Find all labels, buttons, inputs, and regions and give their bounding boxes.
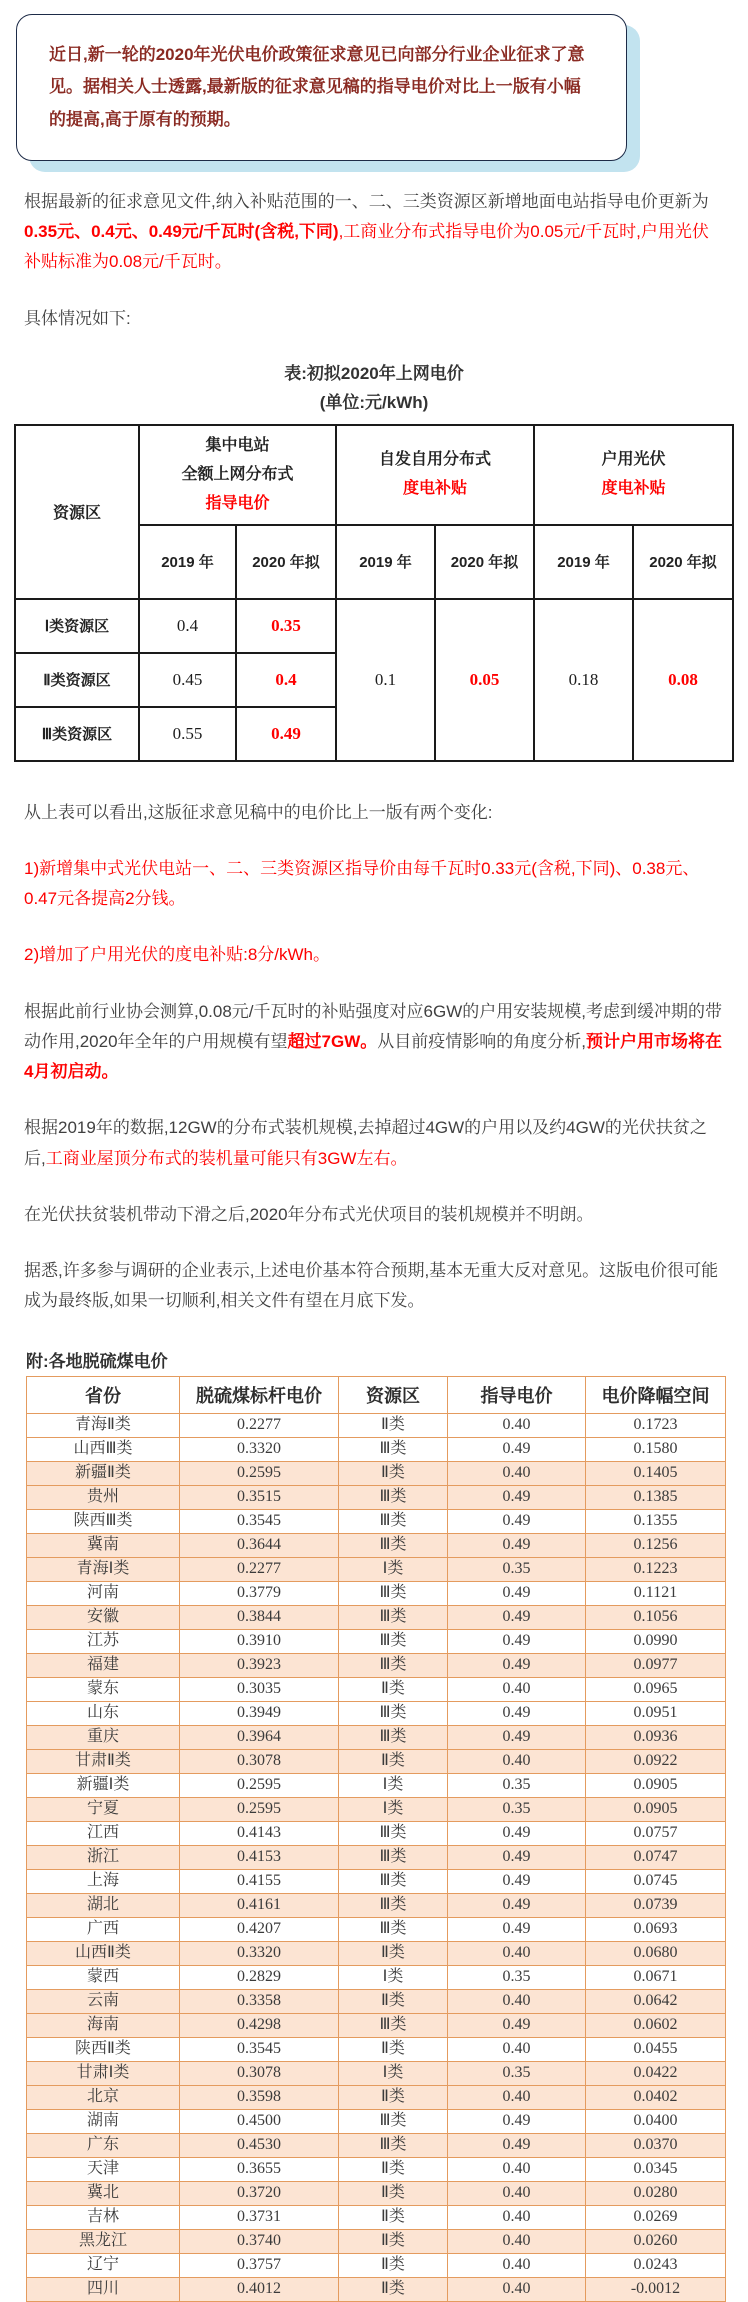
header-group-self-use (336, 425, 534, 525)
coal-price-row (27, 1629, 726, 1653)
group-centralized-line2: 全额上网分布式 (181, 465, 294, 483)
coal-price-row (27, 2157, 726, 2181)
cell-guide: 0.49 (448, 2109, 586, 2133)
cell-benchmark: 0.4153 (180, 1845, 339, 1869)
header-group-household (534, 425, 733, 525)
cell-benchmark: 0.3545 (180, 1509, 339, 1533)
cell-guide: 0.40 (448, 2205, 586, 2229)
header-resource-zone: 资源区 (15, 425, 139, 599)
col-header-benchmark: 脱硫煤标杆电价 (180, 1376, 339, 1413)
cell-guide: 0.49 (448, 1437, 586, 1461)
proposed-2020-price-table (14, 424, 734, 762)
cell-guide: 0.40 (448, 2229, 586, 2253)
coal-price-row (27, 1581, 726, 1605)
cell-province: 山西Ⅲ类 (27, 1437, 180, 1461)
cell-gap: 0.1580 (586, 1437, 726, 1461)
cell-guide: 0.49 (448, 2133, 586, 2157)
cell-zone: Ⅲ类 (339, 1653, 448, 1677)
cell-zone: Ⅲ类 (339, 1509, 448, 1533)
cell-gap: 0.0936 (586, 1725, 726, 1749)
cell-gap: 0.0280 (586, 2181, 726, 2205)
coal-price-row (27, 1941, 726, 1965)
paragraph-household-forecast (24, 997, 724, 1088)
cell-province: 蒙东 (27, 1677, 180, 1701)
cell-guide: 0.49 (448, 1605, 586, 1629)
cell-gap: 0.0671 (586, 1965, 726, 1989)
coal-price-row (27, 2181, 726, 2205)
cell-guide: 0.40 (448, 1749, 586, 1773)
year-header: 2019 年 (336, 525, 435, 599)
cell-province: 广西 (27, 1917, 180, 1941)
cell-benchmark: 0.3844 (180, 1605, 339, 1629)
coal-price-row (27, 2037, 726, 2061)
cell-benchmark: 0.4012 (180, 2277, 339, 2301)
cell-province: 山东 (27, 1701, 180, 1725)
zone1-2019: 0.4 (139, 599, 236, 653)
cell-guide: 0.40 (448, 2157, 586, 2181)
text-segment: 0.35元、0.4元、0.49元/千瓦时(含税,下同) (24, 222, 339, 242)
coal-price-row (27, 1677, 726, 1701)
cell-guide: 0.35 (448, 1965, 586, 1989)
zone1-label: Ⅰ类资源区 (15, 599, 139, 653)
cell-province: 福建 (27, 1653, 180, 1677)
coal-price-row (27, 1701, 726, 1725)
cell-gap: 0.0602 (586, 2013, 726, 2037)
cell-gap: 0.0402 (586, 2085, 726, 2109)
year-header: 2019 年 (139, 525, 236, 599)
cell-guide: 0.49 (448, 1725, 586, 1749)
cell-zone: Ⅲ类 (339, 1893, 448, 1917)
highlight-callout-box (16, 14, 627, 161)
table1-row-zone1 (15, 599, 733, 653)
paragraph-details-follow (24, 304, 724, 334)
cell-guide: 0.49 (448, 1533, 586, 1557)
cell-zone: Ⅲ类 (339, 1533, 448, 1557)
cell-benchmark: 0.3598 (180, 2085, 339, 2109)
cell-guide: 0.40 (448, 1461, 586, 1485)
text-segment: 从目前疫情影响的角度分析, (377, 1031, 587, 1051)
coal-price-row (27, 2205, 726, 2229)
cell-gap: 0.0269 (586, 2205, 726, 2229)
coal-price-row (27, 1773, 726, 1797)
coal-price-header-row (27, 1376, 726, 1413)
text-segment: 具体情况如下: (24, 308, 131, 328)
cell-guide: 0.35 (448, 1797, 586, 1821)
text-segment: 根据2019年的数据,12GW的分布式装机规模,去掉超过4GW的户用以及约4GW的光伏扶贫之后, (24, 1118, 707, 1168)
cell-province: 湖南 (27, 2109, 180, 2133)
zone3-label: Ⅲ类资源区 (15, 707, 139, 761)
table1-title-block (12, 360, 736, 418)
zone3-2020: 0.49 (236, 707, 336, 761)
cell-zone: Ⅰ类 (339, 2061, 448, 2085)
table1-title: 表:初拟2020年上网电价 (284, 363, 464, 383)
cell-province: 广东 (27, 2133, 180, 2157)
cell-guide: 0.49 (448, 1509, 586, 1533)
group-self-use-line1: 自发自用分布式 (378, 451, 491, 469)
cell-gap: -0.0012 (586, 2277, 726, 2301)
cell-benchmark: 0.4161 (180, 1893, 339, 1917)
cell-zone: Ⅱ类 (339, 2157, 448, 2181)
cell-province: 陕西Ⅱ类 (27, 2037, 180, 2061)
household-2019: 0.18 (534, 599, 633, 761)
cell-gap: 0.1723 (586, 1413, 726, 1437)
text-segment: 1)新增集中式光伏电站一、二、三类资源区指导价由每千瓦时0.33元(含税,下同)、0.38元、0.47元各提高2分钱。 (24, 858, 700, 909)
coal-price-row (27, 2013, 726, 2037)
col-header-price-gap: 电价降幅空间 (586, 1376, 726, 1413)
cell-benchmark: 0.4207 (180, 1917, 339, 1941)
cell-province: 江西 (27, 1821, 180, 1845)
cell-province: 山西Ⅱ类 (27, 1941, 180, 1965)
coal-price-row (27, 2109, 726, 2133)
cell-guide: 0.49 (448, 1629, 586, 1653)
cell-zone: Ⅲ类 (339, 1437, 448, 1461)
cell-zone: Ⅲ类 (339, 1869, 448, 1893)
cell-gap: 0.0693 (586, 1917, 726, 1941)
cell-benchmark: 0.3078 (180, 1749, 339, 1773)
text-segment: 工商业屋顶分布式的装机量可能只有3GW左右。 (45, 1148, 408, 1168)
cell-gap: 0.0745 (586, 1869, 726, 1893)
cell-guide: 0.35 (448, 2061, 586, 2085)
cell-benchmark: 0.3949 (180, 1701, 339, 1725)
cell-zone: Ⅲ类 (339, 1485, 448, 1509)
cell-gap: 0.0642 (586, 1989, 726, 2013)
text-segment: 超过7GW。 (287, 1031, 378, 1051)
cell-province: 吉林 (27, 2205, 180, 2229)
cell-gap: 0.1256 (586, 1533, 726, 1557)
cell-guide: 0.35 (448, 1773, 586, 1797)
coal-price-row (27, 1725, 726, 1749)
cell-province: 浙江 (27, 1845, 180, 1869)
cell-guide: 0.49 (448, 2013, 586, 2037)
cell-zone: Ⅲ类 (339, 2109, 448, 2133)
cell-benchmark: 0.3731 (180, 2205, 339, 2229)
coal-price-row (27, 1413, 726, 1437)
cell-gap: 0.0905 (586, 1773, 726, 1797)
self-use-2019: 0.1 (336, 599, 435, 761)
coal-price-row (27, 1533, 726, 1557)
cell-province: 黑龙江 (27, 2229, 180, 2253)
cell-province: 上海 (27, 1869, 180, 1893)
cell-benchmark: 0.2595 (180, 1797, 339, 1821)
text-segment: 据悉,许多参与调研的企业表示,上述电价基本符合预期,基本无重大反对意见。这版电价很可能成为最终版,如果一切顺利,相关文件有望在月底下发。 (24, 1261, 719, 1311)
group-household-line1: 户用光伏 (601, 451, 666, 469)
coal-price-row (27, 1461, 726, 1485)
coal-price-row (27, 1797, 726, 1821)
cell-province: 安徽 (27, 1605, 180, 1629)
zone2-label: Ⅱ类资源区 (15, 653, 139, 707)
cell-benchmark: 0.3644 (180, 1533, 339, 1557)
cell-zone: Ⅲ类 (339, 1917, 448, 1941)
cell-guide: 0.40 (448, 2277, 586, 2301)
household-2020: 0.08 (633, 599, 733, 761)
coal-price-row (27, 1965, 726, 1989)
text-segment: 2)增加了户用光伏的度电补贴:8分/kWh。 (24, 945, 331, 965)
cell-zone: Ⅲ类 (339, 2133, 448, 2157)
cell-guide: 0.49 (448, 1845, 586, 1869)
cell-province: 宁夏 (27, 1797, 180, 1821)
cell-benchmark: 0.3757 (180, 2253, 339, 2277)
table1-unit: (单位:元/kWh) (319, 392, 429, 412)
cell-zone: Ⅲ类 (339, 1701, 448, 1725)
cell-province: 云南 (27, 1989, 180, 2013)
cell-zone: Ⅰ类 (339, 1557, 448, 1581)
cell-benchmark: 0.2595 (180, 1773, 339, 1797)
cell-benchmark: 0.4530 (180, 2133, 339, 2157)
coal-price-row (27, 1917, 726, 1941)
cell-gap: 0.0977 (586, 1653, 726, 1677)
cell-province: 甘肃Ⅰ类 (27, 2061, 180, 2085)
text-segment: 从上表可以看出,这版征求意见稿中的电价比上一版有两个变化: (24, 802, 493, 822)
cell-guide: 0.49 (448, 1485, 586, 1509)
cell-gap: 0.1121 (586, 1581, 726, 1605)
cell-benchmark: 0.3515 (180, 1485, 339, 1509)
cell-guide: 0.49 (448, 1701, 586, 1725)
cell-gap: 0.1223 (586, 1557, 726, 1581)
cell-gap: 0.0400 (586, 2109, 726, 2133)
cell-benchmark: 0.3923 (180, 1653, 339, 1677)
cell-benchmark: 0.4298 (180, 2013, 339, 2037)
cell-gap: 0.0990 (586, 1629, 726, 1653)
cell-zone: Ⅱ类 (339, 2085, 448, 2109)
coal-price-row (27, 1893, 726, 1917)
header-group-centralized (139, 425, 336, 525)
year-header: 2020 年拟 (633, 525, 733, 599)
paragraph-guidance-prices (24, 187, 724, 278)
cell-benchmark: 0.3740 (180, 2229, 339, 2253)
coal-price-row (27, 2085, 726, 2109)
coal-price-row (27, 1437, 726, 1461)
cell-province: 蒙西 (27, 1965, 180, 1989)
cell-benchmark: 0.3779 (180, 1581, 339, 1605)
cell-benchmark: 0.3320 (180, 1941, 339, 1965)
cell-guide: 0.49 (448, 1869, 586, 1893)
cell-gap: 0.0965 (586, 1677, 726, 1701)
col-header-province: 省份 (27, 1376, 180, 1413)
cell-benchmark: 0.3545 (180, 2037, 339, 2061)
cell-zone: Ⅰ类 (339, 1797, 448, 1821)
cell-benchmark: 0.3720 (180, 2181, 339, 2205)
cell-gap: 0.1405 (586, 1461, 726, 1485)
coal-price-row (27, 1605, 726, 1629)
cell-guide: 0.49 (448, 1653, 586, 1677)
cell-province: 陕西Ⅲ类 (27, 1509, 180, 1533)
cell-gap: 0.0345 (586, 2157, 726, 2181)
cell-benchmark: 0.3655 (180, 2157, 339, 2181)
cell-benchmark: 0.4500 (180, 2109, 339, 2133)
group-household-line3: 度电补贴 (601, 480, 666, 498)
cell-province: 河南 (27, 1581, 180, 1605)
cell-province: 海南 (27, 2013, 180, 2037)
coal-price-row (27, 2229, 726, 2253)
cell-zone: Ⅱ类 (339, 1677, 448, 1701)
cell-guide: 0.40 (448, 1989, 586, 2013)
coal-price-row (27, 1557, 726, 1581)
cell-province: 新疆Ⅱ类 (27, 1461, 180, 1485)
cell-province: 新疆Ⅰ类 (27, 1773, 180, 1797)
text-segment: ,工商业分布式指导电价为0.05元/千瓦时,户用光伏补贴标准为0.08元/千瓦时。 (24, 222, 709, 272)
cell-benchmark: 0.3358 (180, 1989, 339, 2013)
cell-guide: 0.49 (448, 1821, 586, 1845)
zone2-2020: 0.4 (236, 653, 336, 707)
year-header: 2020 年拟 (435, 525, 534, 599)
cell-gap: 0.0243 (586, 2253, 726, 2277)
cell-province: 北京 (27, 2085, 180, 2109)
coal-price-row (27, 2061, 726, 2085)
cell-benchmark: 0.2829 (180, 1965, 339, 1989)
cell-benchmark: 0.2277 (180, 1557, 339, 1581)
cell-zone: Ⅱ类 (339, 1941, 448, 1965)
cell-province: 天津 (27, 2157, 180, 2181)
text-segment: 根据最新的征求意见文件,纳入补贴范围的一、二、三类资源区新增地面电站指导电价更新为 (24, 191, 709, 211)
cell-zone: Ⅱ类 (339, 2277, 448, 2301)
cell-province: 青海Ⅱ类 (27, 1413, 180, 1437)
cell-province: 青海Ⅰ类 (27, 1557, 180, 1581)
cell-province: 四川 (27, 2277, 180, 2301)
cell-zone: Ⅲ类 (339, 1725, 448, 1749)
cell-zone: Ⅱ类 (339, 2253, 448, 2277)
cell-zone: Ⅱ类 (339, 1413, 448, 1437)
self-use-2020: 0.05 (435, 599, 534, 761)
text-segment: 预计户用市场将在4月初启动。 (24, 1031, 723, 1082)
zone1-2020: 0.35 (236, 599, 336, 653)
coal-price-row (27, 1749, 726, 1773)
cell-benchmark: 0.3078 (180, 2061, 339, 2085)
cell-province: 冀北 (27, 2181, 180, 2205)
paragraph-unclear-scale (24, 1200, 724, 1230)
cell-gap: 0.0260 (586, 2229, 726, 2253)
cell-zone: Ⅱ类 (339, 1749, 448, 1773)
cell-guide: 0.40 (448, 2037, 586, 2061)
cell-benchmark: 0.4143 (180, 1821, 339, 1845)
cell-zone: Ⅲ类 (339, 2013, 448, 2037)
cell-gap: 0.1056 (586, 1605, 726, 1629)
cell-guide: 0.49 (448, 1917, 586, 1941)
coal-price-row (27, 1989, 726, 2013)
cell-province: 重庆 (27, 1725, 180, 1749)
cell-zone: Ⅱ类 (339, 2205, 448, 2229)
cell-zone: Ⅱ类 (339, 2037, 448, 2061)
cell-gap: 0.0905 (586, 1797, 726, 1821)
cell-benchmark: 0.2277 (180, 1413, 339, 1437)
cell-gap: 0.0739 (586, 1893, 726, 1917)
group-self-use-line3: 度电补贴 (402, 480, 467, 498)
group-centralized-line3: 指导电价 (205, 494, 270, 512)
paragraph-change-1 (24, 854, 724, 915)
cell-zone: Ⅲ类 (339, 1845, 448, 1869)
cell-gap: 0.0747 (586, 1845, 726, 1869)
cell-province: 湖北 (27, 1893, 180, 1917)
zone3-2019: 0.55 (139, 707, 236, 761)
zone2-2019: 0.45 (139, 653, 236, 707)
cell-zone: Ⅲ类 (339, 1821, 448, 1845)
coal-price-row (27, 1653, 726, 1677)
paragraph-two-changes (24, 798, 724, 828)
coal-price-row (27, 1845, 726, 1869)
cell-guide: 0.49 (448, 1893, 586, 1917)
cell-guide: 0.40 (448, 1413, 586, 1437)
col-header-guide-price: 指导电价 (448, 1376, 586, 1413)
cell-benchmark: 0.4155 (180, 1869, 339, 1893)
cell-zone: Ⅰ类 (339, 1773, 448, 1797)
cell-guide: 0.40 (448, 1677, 586, 1701)
group-centralized-line1: 集中电站 (205, 436, 270, 454)
cell-gap: 0.0370 (586, 2133, 726, 2157)
cell-zone: Ⅲ类 (339, 1605, 448, 1629)
coal-price-table (26, 1376, 726, 2302)
cell-gap: 0.0680 (586, 1941, 726, 1965)
cell-zone: Ⅱ类 (339, 2229, 448, 2253)
coal-price-row (27, 1821, 726, 1845)
cell-gap: 0.0422 (586, 2061, 726, 2085)
cell-guide: 0.40 (448, 2085, 586, 2109)
cell-zone: Ⅱ类 (339, 1989, 448, 2013)
cell-guide: 0.49 (448, 1581, 586, 1605)
cell-province: 江苏 (27, 1629, 180, 1653)
coal-price-row (27, 2133, 726, 2157)
coal-price-row (27, 1869, 726, 1893)
cell-gap: 0.0757 (586, 1821, 726, 1845)
col-header-zone: 资源区 (339, 1376, 448, 1413)
cell-guide: 0.35 (448, 1557, 586, 1581)
cell-guide: 0.40 (448, 2181, 586, 2205)
cell-zone: Ⅲ类 (339, 1581, 448, 1605)
cell-zone: Ⅱ类 (339, 2181, 448, 2205)
cell-province: 甘肃Ⅱ类 (27, 1749, 180, 1773)
cell-gap: 0.1355 (586, 1509, 726, 1533)
cell-province: 贵州 (27, 1485, 180, 1509)
cell-guide: 0.40 (448, 2253, 586, 2277)
text-segment: 在光伏扶贫装机带动下滑之后,2020年分布式光伏项目的装机规模并不明朗。 (24, 1204, 594, 1224)
paragraph-final-version (24, 1256, 724, 1317)
year-header: 2020 年拟 (236, 525, 336, 599)
cell-gap: 0.0951 (586, 1701, 726, 1725)
text-segment: 根据此前行业协会测算,0.08元/千瓦时的补贴强度对应6GW的户用安装规模,考虑到缓冲期的带动作用,2020年全年的户用规模有望 (24, 1001, 722, 1051)
cell-gap: 0.0922 (586, 1749, 726, 1773)
cell-zone: Ⅱ类 (339, 1461, 448, 1485)
callout-text: 近日,新一轮的2020年光伏电价政策征求意见已向部分行业企业征求了意见。据相关人士透露,最新版的征求意见稿的指导电价对比上一版有小幅的提高,高于原有的预期。 (49, 45, 585, 129)
cell-province: 冀南 (27, 1533, 180, 1557)
cell-benchmark: 0.3035 (180, 1677, 339, 1701)
coal-price-row (27, 1485, 726, 1509)
cell-benchmark: 0.2595 (180, 1461, 339, 1485)
cell-benchmark: 0.3910 (180, 1629, 339, 1653)
cell-zone: Ⅰ类 (339, 1965, 448, 1989)
cell-gap: 0.0455 (586, 2037, 726, 2061)
cell-gap: 0.1385 (586, 1485, 726, 1509)
paragraph-2019-data (24, 1113, 724, 1174)
cell-benchmark: 0.3320 (180, 1437, 339, 1461)
cell-province: 辽宁 (27, 2253, 180, 2277)
cell-benchmark: 0.3964 (180, 1725, 339, 1749)
coal-price-row (27, 2277, 726, 2301)
coal-price-table-body (27, 1413, 726, 2301)
paragraph-change-2 (24, 940, 724, 970)
cell-guide: 0.40 (448, 1941, 586, 1965)
appendix-heading: 附:各地脱硫煤电价 (26, 1351, 168, 1371)
coal-price-row (27, 1509, 726, 1533)
year-header: 2019 年 (534, 525, 633, 599)
cell-zone: Ⅲ类 (339, 1629, 448, 1653)
table1-group-header-row (15, 425, 733, 525)
coal-price-row (27, 2253, 726, 2277)
